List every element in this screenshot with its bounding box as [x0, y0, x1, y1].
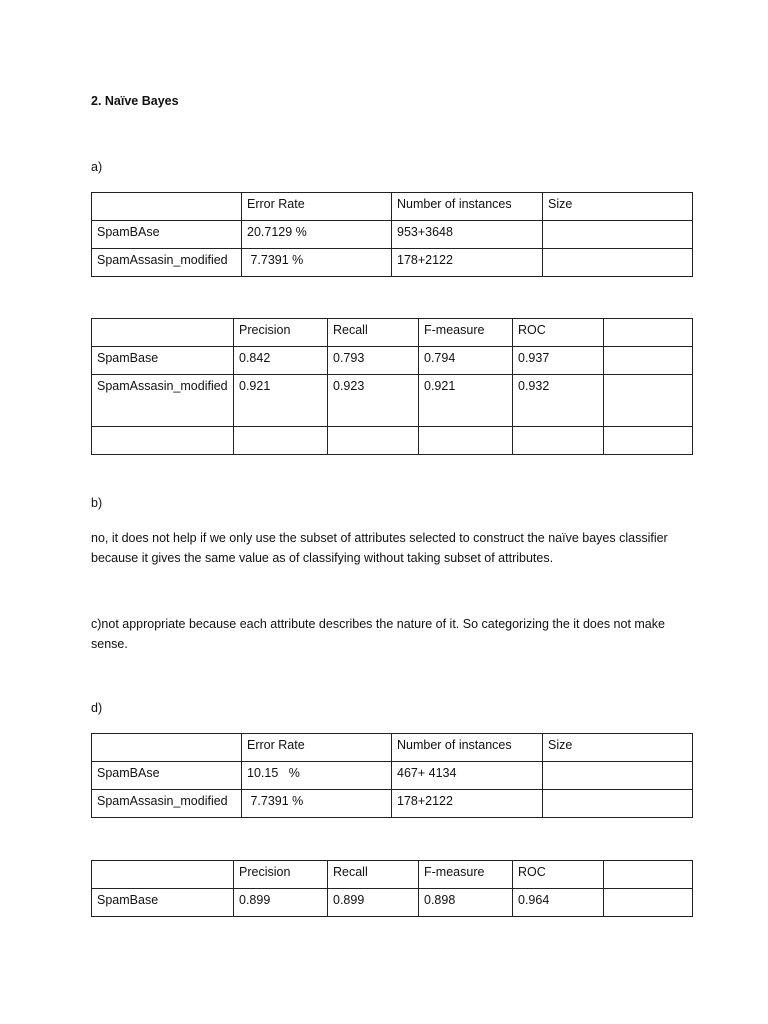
table-header-row	[92, 734, 693, 762]
table-header-row	[92, 861, 693, 889]
table-row	[92, 790, 693, 818]
table-row	[92, 427, 693, 455]
table-cell: 953+3648	[392, 221, 543, 249]
table-cell	[234, 427, 328, 455]
table-cell: 0.793	[328, 347, 419, 375]
table-cell: SpamBase	[92, 889, 234, 917]
table-cell: F-measure	[419, 319, 513, 347]
table-cell	[543, 762, 693, 790]
table-cell: Size	[543, 193, 693, 221]
table-cell: ROC	[513, 319, 604, 347]
table-cell: Size	[543, 734, 693, 762]
table-row	[92, 249, 693, 277]
table-row	[92, 762, 693, 790]
table-cell	[328, 427, 419, 455]
table-cell	[92, 193, 242, 221]
table-cell: 0.898	[419, 889, 513, 917]
table-cell	[604, 889, 693, 917]
table-cell: 10.15 %	[242, 762, 392, 790]
table-cell: SpamBase	[92, 347, 234, 375]
table-cell: 0.937	[513, 347, 604, 375]
table-cell	[543, 790, 693, 818]
part-a-label: a)	[91, 160, 103, 174]
table-cell: ROC	[513, 861, 604, 889]
table-cell: Recall	[328, 319, 419, 347]
table-cell	[604, 861, 693, 889]
table-cell: SpamBAse	[92, 221, 242, 249]
table-cell: F-measure	[419, 861, 513, 889]
table-cell: 0.964	[513, 889, 604, 917]
table-cell: Error Rate	[242, 734, 392, 762]
table-row	[92, 347, 693, 375]
section-title: 2. Naïve Bayes	[91, 94, 179, 108]
table-cell	[543, 221, 693, 249]
table-cell: 0.899	[328, 889, 419, 917]
table-cell	[604, 427, 693, 455]
table-cell: SpamBAse	[92, 762, 242, 790]
table-cell: 20.7129 %	[242, 221, 392, 249]
table-cell: 0.923	[328, 375, 419, 427]
table-header-row	[92, 193, 693, 221]
table-cell	[513, 427, 604, 455]
table-cell	[92, 427, 234, 455]
table-cell: 7.7391 %	[242, 790, 392, 818]
table-cell: 178+2122	[392, 790, 543, 818]
table-cell	[604, 347, 693, 375]
table-cell	[92, 734, 242, 762]
table-cell: 178+2122	[392, 249, 543, 277]
table-cell: 0.932	[513, 375, 604, 427]
table-cell: 467+ 4134	[392, 762, 543, 790]
table-row	[92, 889, 693, 917]
table-cell: Number of instances	[392, 193, 543, 221]
table-cell	[604, 319, 693, 347]
table-cell: Error Rate	[242, 193, 392, 221]
table-cell: 7.7391 %	[242, 249, 392, 277]
table-header-row	[92, 319, 693, 347]
part-b-answer: no, it does not help if we only use the subset of attributes selected to construct the naïve bayes classifier because it gives the same value as of classifying without taking subset of attributes.	[91, 531, 668, 565]
part-d-label: d)	[91, 701, 103, 715]
table-cell: 0.921	[419, 375, 513, 427]
table-cell	[92, 861, 234, 889]
table-cell	[604, 375, 693, 427]
table-cell: 0.899	[234, 889, 328, 917]
table-cell: Precision	[234, 319, 328, 347]
table-row	[92, 221, 693, 249]
table-cell: 0.921	[234, 375, 328, 427]
table-row	[92, 375, 693, 427]
table-cell: SpamAssasin_modified	[92, 790, 242, 818]
table-cell: 0.794	[419, 347, 513, 375]
table-cell: Number of instances	[392, 734, 543, 762]
table-cell: Recall	[328, 861, 419, 889]
table-cell	[92, 319, 234, 347]
table-cell	[543, 249, 693, 277]
error-rate-table-a	[91, 192, 693, 277]
metrics-table-a	[91, 318, 693, 455]
error-rate-table-d	[91, 733, 693, 818]
table-cell	[419, 427, 513, 455]
metrics-table-d	[91, 860, 693, 917]
part-c-answer: c)not appropriate because each attribute describes the nature of it. So categorizing the it does not make sense.	[91, 617, 665, 651]
table-cell: 0.842	[234, 347, 328, 375]
part-b-label: b)	[91, 496, 103, 510]
table-cell: SpamAssasin_modified	[92, 249, 242, 277]
table-cell: SpamAssasin_modified	[92, 375, 234, 427]
table-cell: Precision	[234, 861, 328, 889]
